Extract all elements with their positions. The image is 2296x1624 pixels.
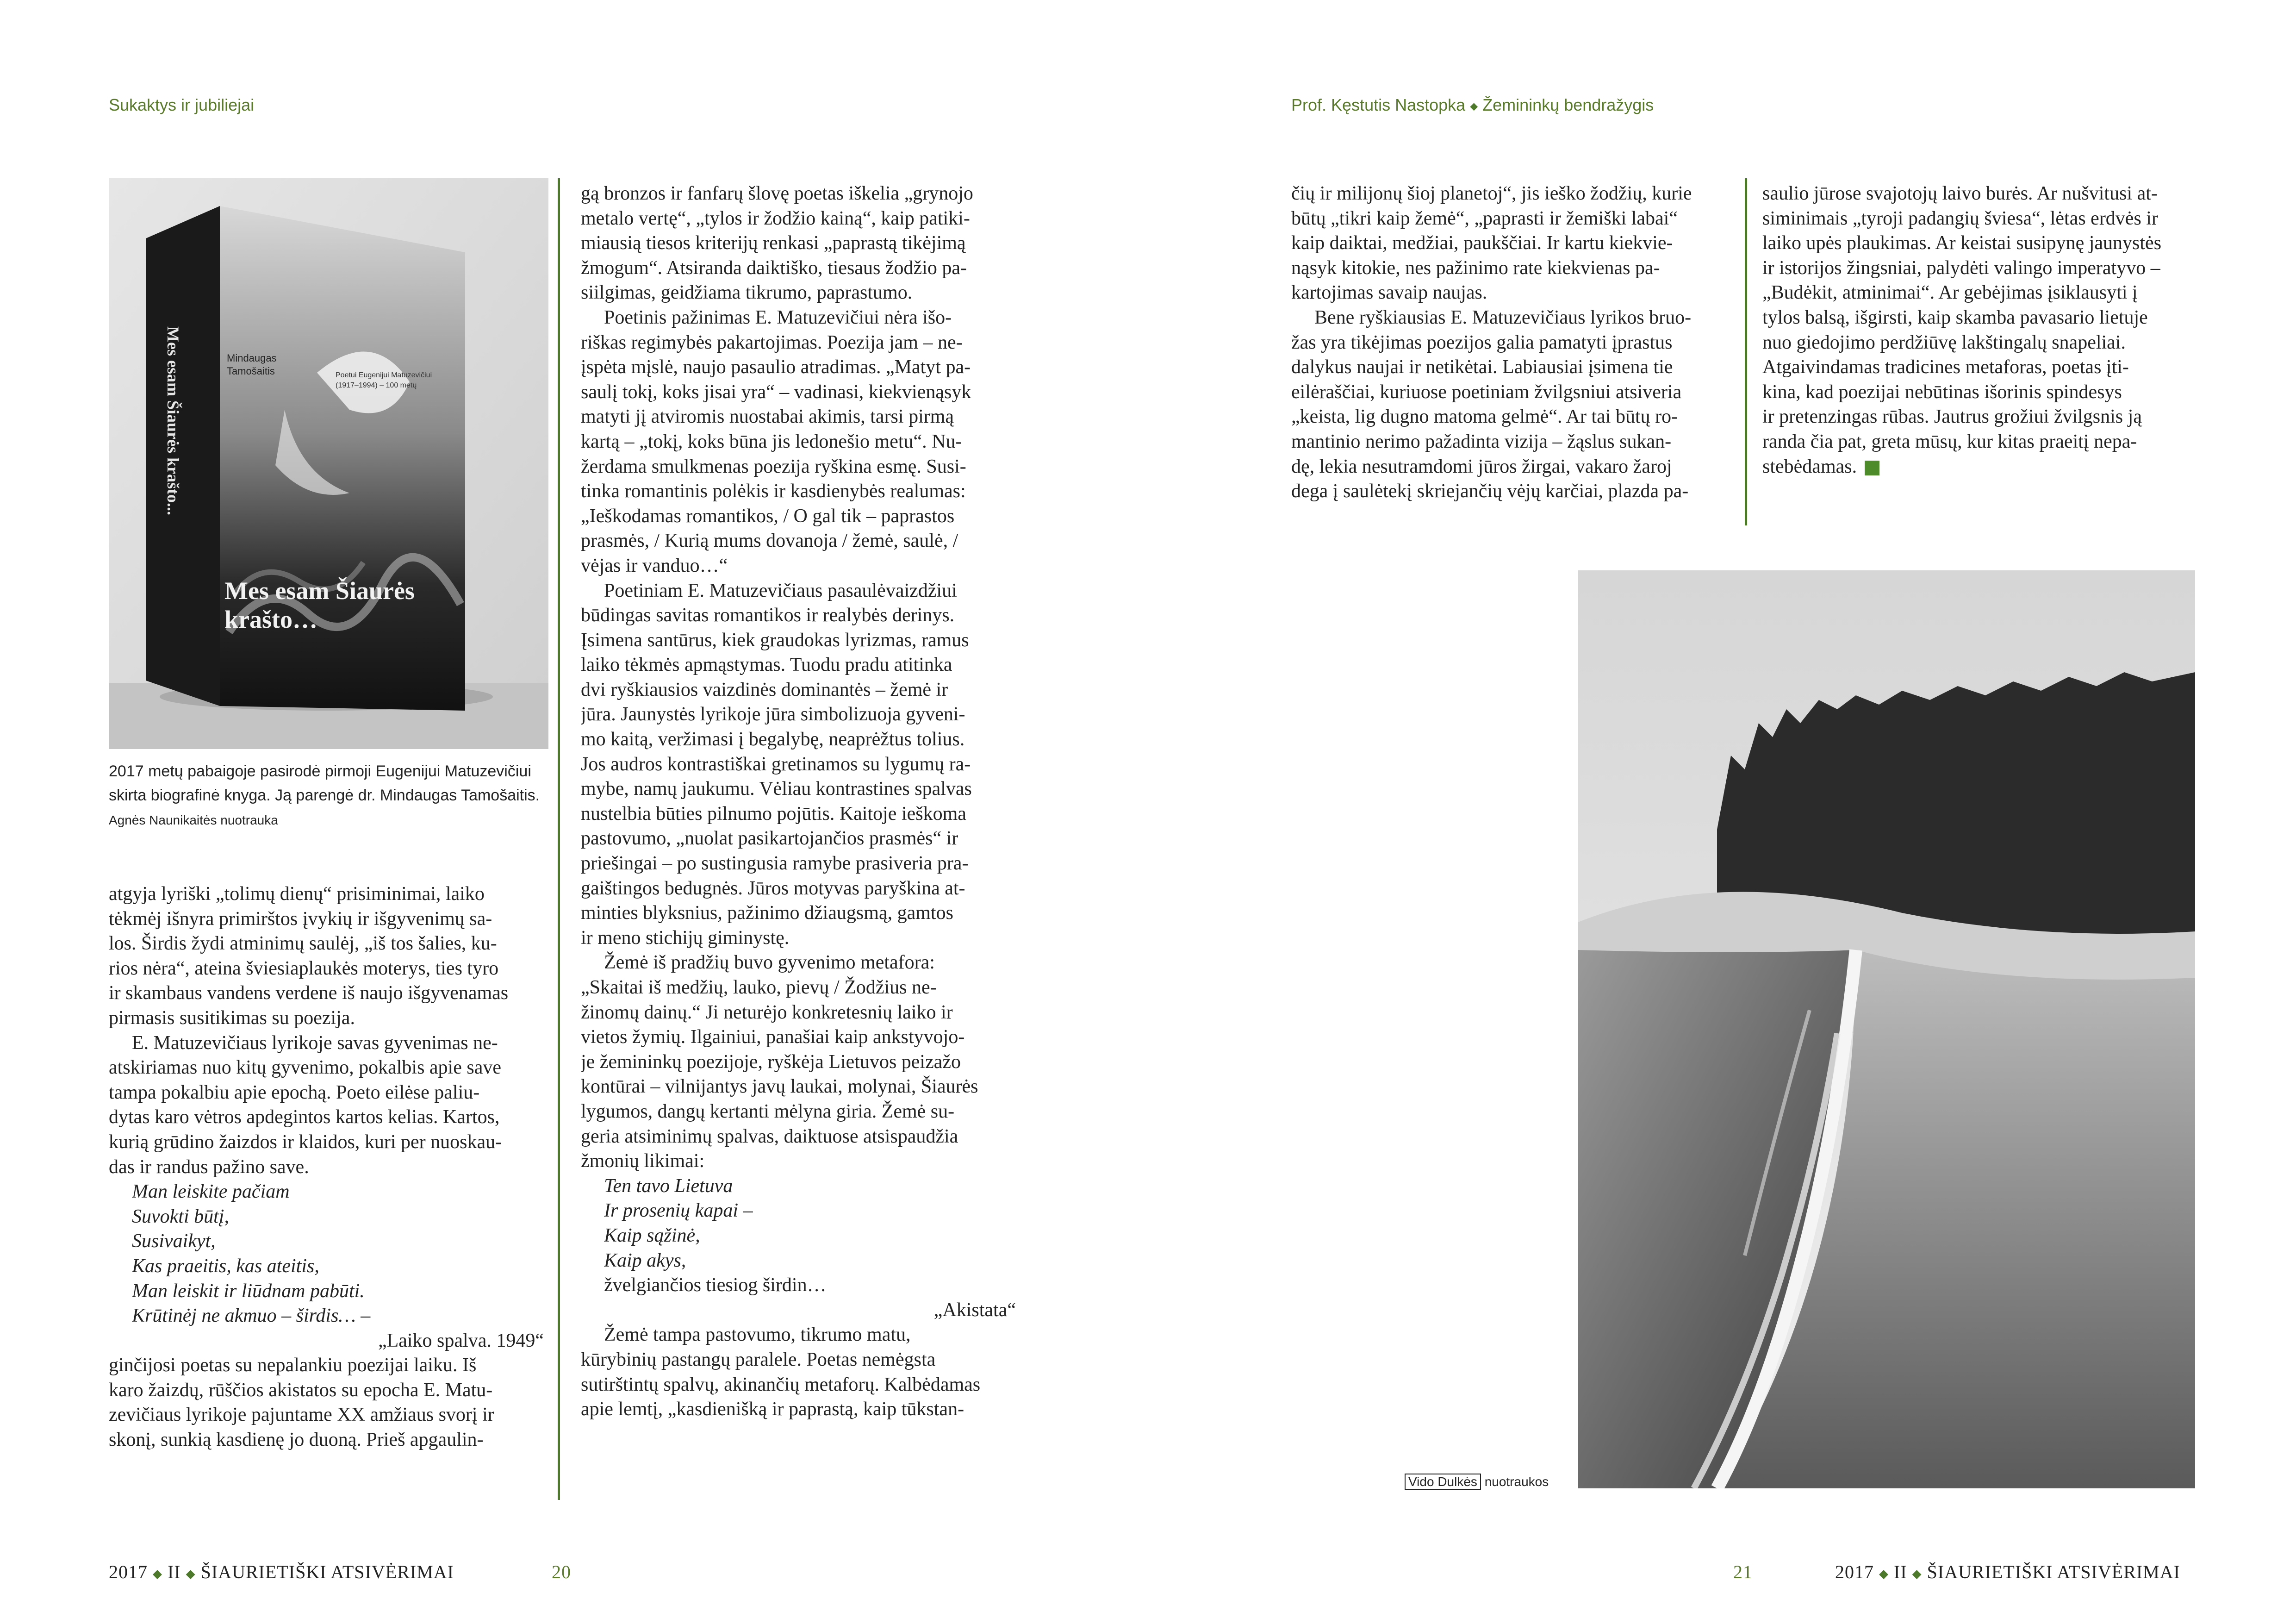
text-line: ir pretenzingas rūbas. Jautrus grožiui žvilgsnis ją: [1762, 406, 2142, 428]
book-cover: [220, 206, 465, 711]
footer-right-magazine: ŠIAURIETIŠKI ATSIVĖRIMAI: [1927, 1562, 2180, 1582]
text-line: kūrybinių pastangų paralele. Poetas nemėgsta: [581, 1349, 936, 1370]
text-line: Įsimena santūrus, kiek graudokas lyrizmas, ramus: [581, 629, 969, 651]
text-line: je žemininkų poezijoje, ryškėja Lietuvos peizažo: [581, 1051, 961, 1073]
text-line: atskiriamas nuo kitų gyvenimo, pokalbis apie save: [109, 1057, 501, 1079]
text-line: eilėraščiai, kuriuose poetiniam žvilgsniui atsiveria: [1291, 381, 1682, 403]
text-line: Atgaivindamas tradicines metaforas, poetas įti-: [1762, 356, 2129, 378]
col1-para1: [109, 882, 544, 1031]
column-divider-right: [1745, 178, 1747, 525]
text-line: jūra. Jaunystės lyrikoje jūra simbolizuoja gyveni-: [581, 704, 965, 725]
beach-photo-svg: [1578, 570, 2195, 1488]
photo-credit-name: Vido Dulkės: [1405, 1474, 1481, 1490]
page-number-right: 21: [1733, 1562, 1753, 1582]
beach-photo: [1578, 570, 2195, 1488]
poem-line: Krūtinėj ne akmuo – širdis… –: [132, 1305, 371, 1327]
text-line: lygumos, dangų kertanti mėlyna giria. Žemė su-: [581, 1100, 955, 1122]
text-line: priešingai – po sustingusia ramybe prasiveria pra-: [581, 853, 969, 874]
col4-last-line: [1762, 455, 2195, 480]
text-line: žas yra tikėjimas poezijos galia pamatyti įprastus: [1291, 331, 1673, 353]
poem-line: Ir prosenių kapai –: [604, 1200, 753, 1222]
text-line: čių ir milijonų šioj planetoj“, jis ieško žodžių, kurie: [1291, 183, 1692, 204]
caption-text: 2017 metų pabaigoje pasirodė pirmoji Eugenijui Matuzevičiui skirta biografinė knyga. Ją parengė dr. Mindaugas Tamošaitis.: [109, 762, 540, 804]
text-line: tėkmėj išnyra primirštos įvykių ir išgyvenimų sa-: [109, 908, 492, 930]
footer-left-issue: II: [168, 1562, 181, 1582]
diamond-icon: ◆: [153, 1567, 162, 1580]
text-line: ginčijosi poetas su nepalankiu poezijai laiku. Iš: [109, 1355, 477, 1376]
footer-right: [1835, 1561, 2180, 1583]
col4-last-text: stebėdamas.: [1762, 456, 1857, 477]
text-line: ir meno stichijų giminystę.: [581, 927, 790, 949]
text-line: Poetinis pažinimas E. Matuzevičiui nėra išo-: [604, 306, 952, 328]
text-line: dytas karo vėtros apdegintos kartos kelias. Kartos,: [109, 1106, 500, 1128]
text-line: mo kaitą, veržimasi į begalybę, neaprėžtus tolius.: [581, 729, 965, 750]
book-cover-subtitle: Poetui Eugenijui Matuzevičiui (1917–1994) – 100 metų: [336, 371, 432, 389]
text-line: randa čia pat, greta mūsų, kur kitas praeitį nepa-: [1762, 431, 2137, 452]
text-line: dega į saulėtekį skriejančių vėjų karčiai, plazda pa-: [1291, 481, 1689, 502]
book-photo-caption: [109, 759, 548, 832]
text-line: ir istorijos žingsniai, palydėti valingo imperatyvo –: [1762, 257, 2160, 279]
running-head-left: Sukaktys ir jubiliejai: [109, 95, 255, 114]
col2-para3: [581, 579, 1016, 951]
running-head-author: Prof. Kęstutis Nastopka: [1291, 95, 1466, 114]
text-line: siminimais „tyroji padangių šviesa“, lėtas erdvės ir: [1762, 207, 2158, 229]
diamond-icon: ◆: [1470, 100, 1478, 112]
text-line: laiko upės plaukimas. Ar keistai susipynę jaunystės: [1762, 232, 2162, 254]
text-line: Jos audros kontrastiškai gretinamos su lygumų ra-: [581, 753, 971, 775]
text-line: E. Matuzevičiaus lyrikoje savas gyvenimas ne-: [132, 1032, 498, 1054]
col2-poem-source: „Akistata“: [933, 1299, 1016, 1321]
text-line: žmonių likimai:: [581, 1150, 705, 1172]
text-line: „Skaitai iš medžių, lauko, pievų / Žodžius ne-: [581, 977, 937, 998]
text-line: apie lemtį, „kasdienišką ir paprastą, kaip tūkstan-: [581, 1399, 964, 1420]
text-line: laiko tėkmės apmąstymas. Tuodu pradu atitinka: [581, 654, 952, 676]
text-line: Žemė tampa pastovumo, tikrumo matu,: [604, 1324, 911, 1346]
text-line: zevičiaus lyrikoje pajuntame XX amžiaus svorį ir: [109, 1404, 494, 1426]
text-line: saulį tokį, koks jisai yra“ – vadinasi, kiekvienąsyk: [581, 381, 971, 403]
text-line: kurią grūdino žaizdos ir klaidos, kuri per nuoskau-: [109, 1131, 502, 1153]
caption-credit: Agnės Naunikaitės nuotrauka: [109, 813, 278, 827]
col1-para2: [109, 1031, 544, 1180]
text-line: atgyja lyriški „tolimų dienų“ prisiminimai, laiko: [109, 883, 485, 905]
text-line: nustelbia būties pilnumo pojūtis. Kaitoje ieškoma: [581, 803, 966, 824]
text-line: skonį, sunkią kasdienę jo duoną. Prieš apgaulin-: [109, 1429, 484, 1451]
text-line: prasmės, / Kurią mums dovanoja / žemė, saulė, /: [581, 530, 958, 552]
text-line: Poetiniam E. Matuzevičiaus pasaulėvaizdžiui: [604, 580, 957, 601]
poem-line: Kaip sąžinė,: [604, 1224, 700, 1246]
text-line: das ir randus pažino save.: [109, 1156, 309, 1178]
text-line: dę, lekia nesutramdomi jūros žirgai, vakaro žaroj: [1291, 456, 1672, 477]
text-line: matyti jį atviromis nuostabai akimis, tarsi pirmą: [581, 406, 954, 428]
text-line: tylos balsą, išgirsti, kaip skamba pavasario lietuje: [1762, 306, 2148, 328]
text-line: karo žaizdų, rūščios akistatos su epocha E. Matu-: [109, 1379, 493, 1401]
col2-para1: [581, 181, 1016, 306]
poem-line: Kaip akys,: [604, 1249, 686, 1271]
page-number-left: 20: [552, 1562, 571, 1582]
poem-line: Suvokti būtį,: [132, 1206, 229, 1227]
col2-poem-last: žvelgiančios tiesiog širdin…: [604, 1274, 827, 1296]
text-line: žerdama smulkmenas poezija ryškina esmę. Susi-: [581, 456, 966, 477]
col2-para5: [581, 1323, 1016, 1422]
column-3: [1291, 181, 1726, 504]
footer-left-year: 2017: [109, 1562, 148, 1582]
diamond-icon: ◆: [186, 1567, 196, 1580]
text-line: sutirštintų spalvų, akinančių metaforų. Kalbėdamas: [581, 1374, 981, 1395]
text-line: minties blyksnius, pažinimo džiaugsmą, gamtos: [581, 902, 953, 924]
col2-para4: [581, 950, 1016, 1174]
text-line: riškas regimybės pakartojimas. Poezija jam – ne-: [581, 331, 963, 353]
text-line: „Ieškodamas romantikos, / O gal tik – paprastos: [581, 505, 955, 527]
running-head-right: [1291, 95, 1654, 115]
text-line: kina, kad poezijai nebūtinas išorinis spindesys: [1762, 381, 2122, 403]
text-line: Žemė iš pradžių buvo gyvenimo metafora:: [604, 952, 935, 974]
text-line: būtų „tikri kaip žemė“, „paprasti ir žemiški labai“: [1291, 207, 1678, 229]
text-line: saulio jūrose svajotojų laivo burės. Ar nušvitusi at-: [1762, 183, 2158, 204]
text-line: gą bronzos ir fanfarų šlovę poetas iškelia „grynojo: [581, 183, 973, 204]
text-line: mybe, namų jaukumu. Vėliau kontrastines spalvas: [581, 778, 972, 800]
book-cover-title: Mes esam Šiaurės krašto…: [224, 577, 415, 633]
text-line: pastovumo, „nuolat pasikartojančios prasmės“ ir: [581, 828, 958, 849]
poem-line: Man leiskite pačiam: [132, 1181, 290, 1203]
photo-credit-suffix: nuotraukos: [1484, 1474, 1549, 1489]
text-line: žmogum“. Atsiranda daiktiško, tiesaus žodžio pa-: [581, 257, 967, 279]
text-line: būdingas savitas romantikos ir realybės derinys.: [581, 605, 955, 626]
text-line: tinka romantinis polėkis ir kasdienybės realumas:: [581, 481, 966, 502]
text-line: ir skambaus vandens verdene iš naujo išgyvenamas: [109, 982, 509, 1004]
footer-right-issue: II: [1894, 1562, 1907, 1582]
col2-poem: [581, 1174, 1016, 1273]
end-square-icon: [1865, 461, 1879, 475]
text-line: mantinio nerimo pažadinta vizija – žąslus sukan-: [1291, 431, 1672, 452]
text-line: rios nėra“, ateina šviesiaplaukės moterys, ties tyro: [109, 957, 499, 979]
poem-line: Kas praeitis, kas ateitis,: [132, 1255, 319, 1277]
text-line: los. Širdis žydi atminimų saulėj, „iš tos šalies, ku-: [109, 933, 497, 955]
col1-poem-source: „Laiko spalva. 1949“: [378, 1330, 544, 1351]
col3-para2: [1291, 306, 1726, 504]
text-line: kartą – „tokį, koks būna jis ledonešio metu“. Nu-: [581, 431, 962, 452]
column-4: [1762, 181, 2195, 479]
text-line: „keista, lig dugno matoma gelmė“. Ar tai būtų ro-: [1291, 406, 1678, 428]
book-cover-author: Mindaugas Tamošaitis: [227, 352, 277, 377]
footer-left-magazine: ŠIAURIETIŠKI ATSIVĖRIMAI: [200, 1562, 454, 1582]
column-1: [109, 882, 544, 1453]
col2-para2: [581, 306, 1016, 579]
col3-para1: [1291, 181, 1726, 306]
text-line: Bene ryškiausias E. Matuzevičiaus lyrikos bruo-: [1314, 306, 1692, 328]
column-2: [581, 181, 1016, 1422]
running-head-title: Žemininkų bendražygis: [1482, 95, 1654, 114]
footer-right-year: 2017: [1835, 1562, 1874, 1582]
text-line: geria atsiminimų spalvas, daiktuose atsispaudžia: [581, 1125, 958, 1147]
text-line: dalykus naujai ir netikėtai. Labiausiai įsimena tie: [1291, 356, 1673, 378]
book-photo: [109, 178, 548, 749]
text-line: siilgimas, geidžiama tikrumo, paprastumo.: [581, 282, 913, 304]
footer-left: [109, 1561, 454, 1583]
poem-line: Susivaikyt,: [132, 1230, 216, 1252]
col1-poem: [109, 1180, 544, 1329]
text-line: metalo vertę“, „tylos ir žodžio kainą“, kaip patiki-: [581, 207, 970, 229]
text-line: įspėta mįslė, naujo pasaulio atradimas. „Matyt pa-: [581, 356, 971, 378]
text-line: dvi ryškiausios vaizdinės dominantės – žemė ir: [581, 679, 948, 700]
diamond-icon: ◆: [1912, 1567, 1922, 1580]
text-line: vėjas ir vanduo…“: [581, 555, 728, 576]
photo-credit: [1405, 1474, 1549, 1489]
column-divider-left: [558, 178, 560, 1500]
text-line: gaištingos bedugnės. Jūros motyvas paryškina at-: [581, 877, 965, 899]
text-line: kaip daiktai, medžiai, paukščiai. Ir kartu kiekvie-: [1291, 232, 1673, 254]
poem-line: Man leiskit ir liūdnam pabūti.: [132, 1280, 365, 1302]
text-line: miausią tiesos kriterijų renkasi „paprastą tikėjimą: [581, 232, 966, 254]
text-line: kartojimas savaip naujas.: [1291, 282, 1487, 304]
book-spine-title: Mes esam Šiaurės krašto...: [164, 326, 182, 515]
diamond-icon: ◆: [1879, 1567, 1889, 1580]
text-line: pirmasis susitikimas su poezija.: [109, 1007, 355, 1029]
text-line: vietos žymių. Ilgainiui, panašiai kaip ankstyvojo-: [581, 1026, 965, 1048]
poem-line: Ten tavo Lietuva: [604, 1175, 733, 1197]
col4-para1: [1762, 181, 2195, 455]
text-line: tampa pokalbiu apie epochą. Poeto eilėse paliu-: [109, 1081, 480, 1103]
col1-after: [109, 1353, 544, 1452]
text-line: žinomų dainų.“ Ji neturėjo konkretesnių laiko ir: [581, 1001, 953, 1023]
text-line: nuo giedojimo perdžiūvę lakštingalų snapeliai.: [1762, 331, 2126, 353]
text-line: kontūrai – vilnijantys javų laukai, molynai, Šiaurės: [581, 1076, 978, 1098]
text-line: „Budėkit, atminimai“. Ar gebėjimas įsiklausyti į: [1762, 282, 2138, 304]
book-spine: [146, 206, 220, 706]
text-line: nąsyk kitokie, nes pažinimo rate kiekvienas pa-: [1291, 257, 1660, 279]
